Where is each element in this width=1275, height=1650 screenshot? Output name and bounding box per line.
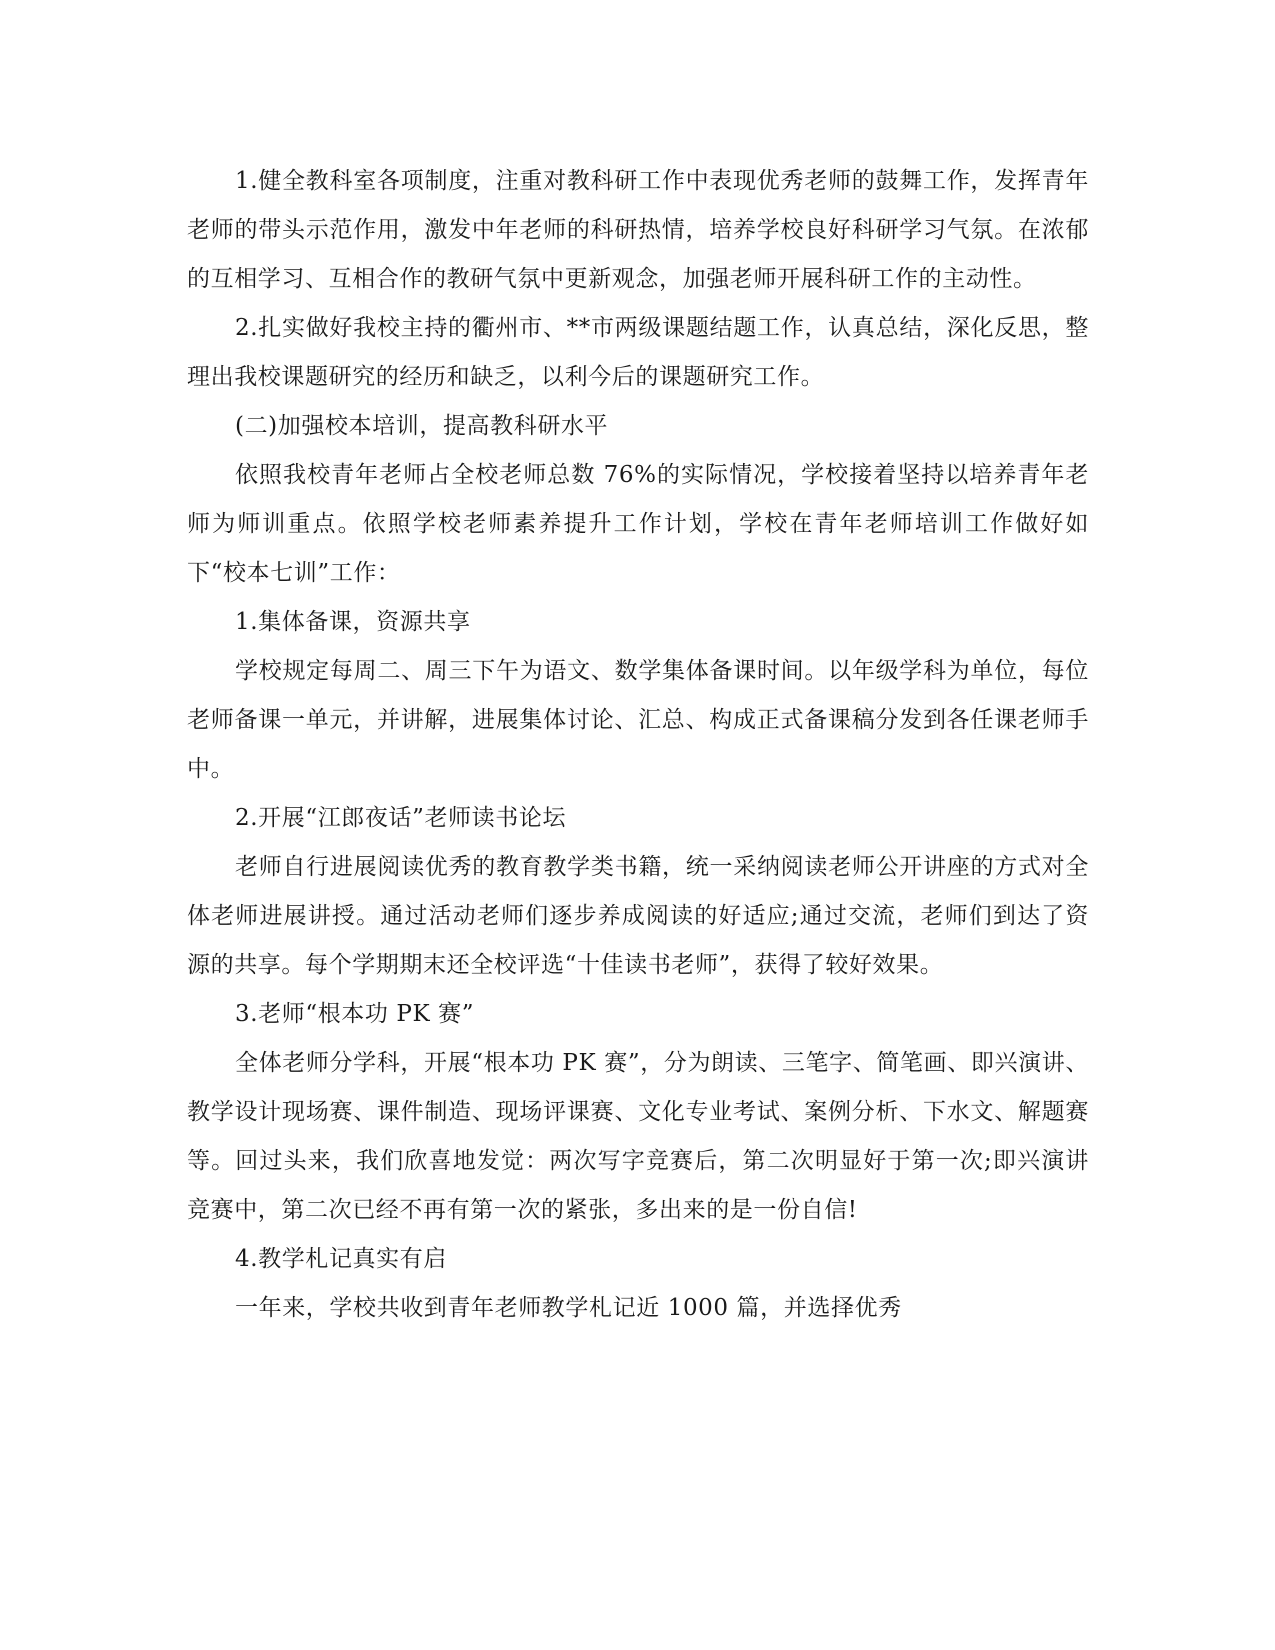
paragraph-lesson-prep-schedule: 学校规定每周二、周三下午为语文、数学集体备课时间。以年级学科为单位，每位老师备课一单元，并讲解，进展集体讨论、汇总、构成正式备课稿分发到各任课老师手中。 [187,658,1089,782]
paragraph-young-teachers: 依照我校青年老师占全校老师总数 76%的实际情况，学校接着坚持以培养青年老师为师训重点。依照学校老师素养提升工作计划，学校在青年老师培训工作做好如下“校本七训”工作： [187,462,1089,586]
section-heading-school-training: (二)加强校本培训，提高教科研水平 [235,413,609,439]
subheading-skills-competition: 3.老师“根本功 PK 赛” [235,1001,475,1027]
paragraph-system-improvement: 1.健全教科室各项制度，注重对教科研工作中表现优秀老师的鼓舞工作，发挥青年老师的带头示范作用，激发中年老师的科研热情，培养学校良好科研学习气氛。在浓郁的互相学习、互相合作的教研气氛中更新观念，加强老师开展科研工作的主动性。 [187,168,1089,292]
subheading-collective-lesson-prep: 1.集体备课，资源共享 [235,609,471,635]
paragraph-reading-forum: 老师自行进展阅读优秀的教育教学类书籍，统一采纳阅读老师公开讲座的方式对全体老师进展讲授。通过活动老师们逐步养成阅读的好适应;通过交流，老师们到达了资源的共享。每个学期期末还全校评选“十佳读书老师”，获得了较好效果。 [187,854,1089,978]
subheading-teaching-notes: 4.教学札记真实有启 [235,1246,447,1272]
paragraph-project-conclusion: 2.扎实做好我校主持的衢州市、**市两级课题结题工作，认真总结，深化反思，整理出我校课题研究的经历和缺乏，以利今后的课题研究工作。 [187,315,1089,390]
subheading-reading-forum: 2.开展“江郎夜话”老师读书论坛 [235,805,567,831]
paragraph-skills-competition: 全体老师分学科，开展“根本功 PK 赛”，分为朗读、三笔字、简笔画、即兴演讲、教学设计现场赛、课件制造、现场评课赛、文化专业考试、案例分析、下水文、解题赛等。回过头来，我们欣喜地发觉：两次写字竞赛后，第二次明显好于第一次;即兴演讲竞赛中，第二次已经不再有第一次的紧张，多出来的是一份自信! [187,1050,1089,1223]
paragraph-teaching-notes: 一年来，学校共收到青年老师教学札记近 1000 篇，并选择优秀 [235,1295,902,1321]
document-body [187,157,1089,1333]
